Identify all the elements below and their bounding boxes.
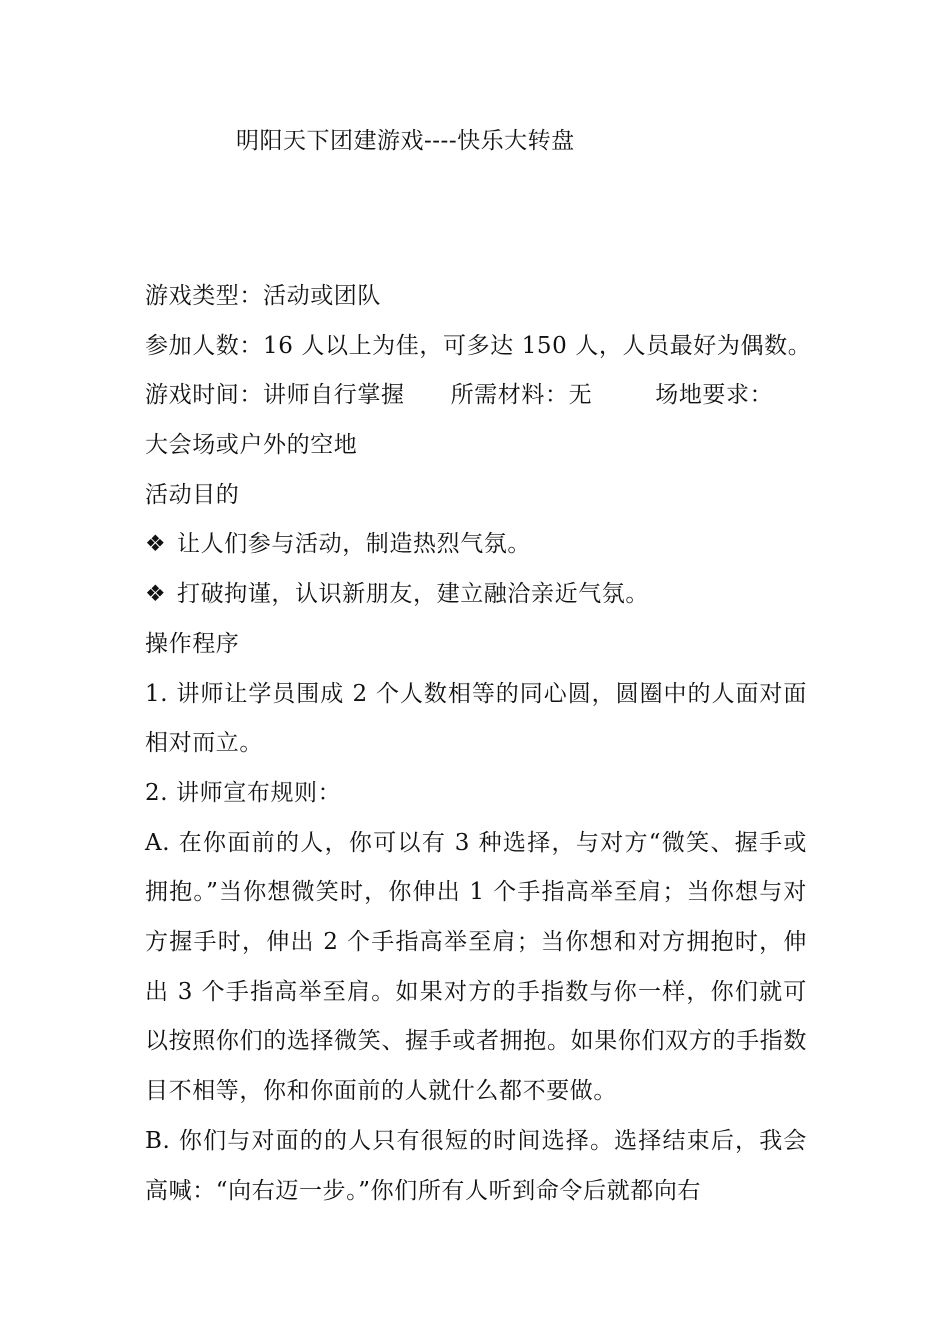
purpose-heading: 活动目的: [145, 481, 240, 508]
venue-value-line: 大会场或户外的空地: [145, 432, 358, 459]
rule-paragraph: A. 在你面前的人，你可以有 3 种选择，与对方“微笑、握手或拥抱。”当你想微笑时，你伸出 1 个手指高举至肩；当你想与对方握手时，伸出 2 个手指高举至肩；当你想和对方拥抱时，伸出 3 个手指高举至肩。如果对方的手指数与你一样，你们就可以按照你们的选择微笑、握手或者拥抱。如果你们双方的手指数目不相等，你和你面前的人就什么都不要做。: [145, 829, 807, 1105]
purpose-item-text: 让人们参与活动，制造热烈气氛。: [177, 531, 531, 558]
document-body: [145, 272, 812, 1216]
materials-text: 所需材料：无: [450, 382, 593, 409]
time-materials-line: [145, 371, 807, 421]
rule-paragraph: B. 你们与对面的的人只有很短的时间选择。选择结束后，我会高喊：“向右迈一步。”你们所有人听到命令后就都向右: [145, 1127, 807, 1204]
procedure-step: 2. 讲师宣布规则：: [145, 779, 342, 806]
game-type-line: 游戏类型：活动或团队: [145, 283, 381, 309]
purpose-item: [145, 570, 807, 620]
procedure-step: 1. 讲师让学员围成 2 个人数相等的同心圆，圆圈中的人面对面相对而立。: [145, 680, 807, 757]
purpose-item: [145, 520, 807, 570]
time-text: 游戏时间：讲师自行掌握: [145, 382, 405, 409]
diamond-bullet-icon: ❖: [145, 581, 167, 608]
diamond-bullet-icon: ❖: [145, 531, 167, 558]
participants-line: 参加人数：16 人以上为佳，可多达 150 人，人员最好为偶数。: [145, 332, 812, 359]
purpose-item-text: 打破拘谨，认识新朋友，建立融洽亲近气氛。: [177, 581, 649, 608]
document-title: 明阳天下团建游戏----快乐大转盘: [236, 128, 575, 154]
procedure-heading: 操作程序: [145, 630, 240, 657]
venue-label: 场地要求：: [655, 382, 774, 409]
